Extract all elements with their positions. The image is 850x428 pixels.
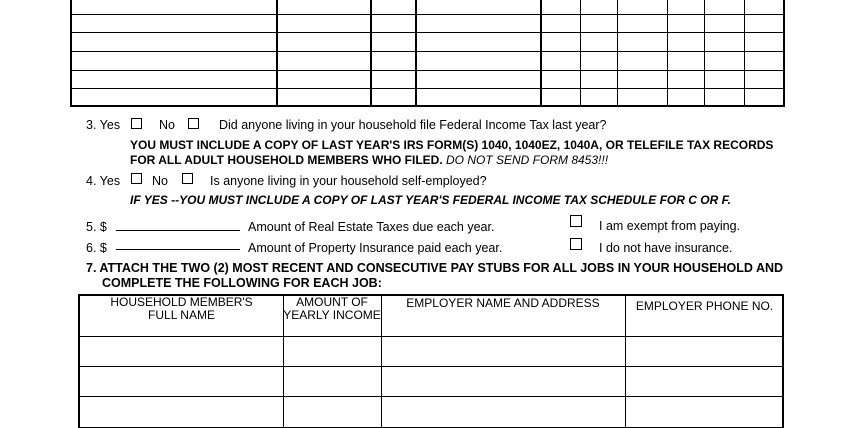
exempt-checkbox[interactable] <box>570 215 582 227</box>
real-estate-tax-input[interactable] <box>116 230 240 231</box>
table-col-divider <box>370 0 372 105</box>
jobs-table <box>78 294 784 428</box>
q5-label: Amount of Real Estate Taxes due each year. <box>248 220 495 234</box>
q3-yes-label: 3. Yes <box>86 118 121 132</box>
col-header-employer-phone <box>625 300 784 313</box>
table-row-divider <box>72 51 783 52</box>
table-row-divider <box>80 396 782 397</box>
table-row-divider <box>80 366 782 367</box>
table-row-divider <box>72 70 783 71</box>
table-col-divider <box>381 296 382 428</box>
table-row-divider <box>80 336 782 337</box>
col-header-yearly-income <box>283 296 381 321</box>
q7-line2: COMPLETE THE FOLLOWING FOR EACH JOB: <box>102 276 382 290</box>
q6-number: 6. $ <box>86 241 107 255</box>
table-col-divider <box>415 0 417 105</box>
col-header-line: FULL NAME <box>148 307 215 322</box>
q3-instruction-line1: YOU MUST INCLUDE A COPY OF LAST YEAR'S IRS FORM(S) 1040, 1040EZ, 1040A, OR TELEFILE TAX RECORDS <box>130 138 774 152</box>
table-row-divider <box>72 32 783 33</box>
col-header-line: HOUSEHOLD MEMBER'S <box>110 295 253 309</box>
q4-instruction: IF YES --YOU MUST INCLUDE A COPY OF LAST YEAR'S FEDERAL INCOME TAX SCHEDULE FOR C OR F. <box>130 193 731 207</box>
table-col-divider <box>704 0 705 105</box>
table-col-divider <box>744 0 745 105</box>
col-header-line: YEARLY INCOME <box>283 307 381 322</box>
exempt-label: I am exempt from paying. <box>599 219 741 233</box>
table-col-divider <box>617 0 618 105</box>
q7-line1: 7. ATTACH THE TWO (2) MOST RECENT AND CONSECUTIVE PAY STUBS FOR ALL JOBS IN YOUR HOUSEHOLD AND <box>86 261 784 275</box>
q6-label: Amount of Property Insurance paid each year. <box>248 241 503 255</box>
table-col-divider <box>540 0 542 105</box>
q4-no-label: No <box>152 174 168 188</box>
table-row-divider <box>72 88 783 89</box>
q3-instruction-bold: FOR ALL ADULT HOUSEHOLD MEMBERS WHO FILED. <box>130 153 443 167</box>
col-header-line: EMPLOYER PHONE NO. <box>635 299 774 313</box>
q3-yes-checkbox[interactable] <box>131 118 142 129</box>
table-col-divider <box>625 296 626 428</box>
q4-question: Is anyone living in your household self-employed? <box>210 174 487 188</box>
col-header-employer-name-address <box>381 297 625 310</box>
q4-no-checkbox[interactable] <box>182 173 193 184</box>
col-header-line: AMOUNT OF <box>296 295 368 309</box>
table-col-divider <box>580 0 581 105</box>
table-col-divider <box>667 0 668 105</box>
q4-yes-checkbox[interactable] <box>131 173 142 184</box>
q3-question: Did anyone living in your household file Federal Income Tax last year? <box>219 118 607 132</box>
q3-instruction-line2 <box>130 153 608 167</box>
q5-number: 5. $ <box>86 220 107 234</box>
q3-no-label: No <box>159 118 175 132</box>
no-insurance-label: I do not have insurance. <box>599 241 733 255</box>
col-header-member-name <box>80 296 283 321</box>
table-row-divider <box>72 14 783 15</box>
property-insurance-input[interactable] <box>116 249 240 250</box>
q3-no-checkbox[interactable] <box>188 118 199 129</box>
table-col-divider <box>276 0 278 105</box>
q4-yes-label: 4. Yes <box>86 174 121 188</box>
col-header-line: EMPLOYER NAME AND ADDRESS <box>406 296 600 310</box>
q3-instruction-italic: DO NOT SEND FORM 8453!!! <box>446 153 609 167</box>
household-members-table <box>70 0 785 107</box>
no-insurance-checkbox[interactable] <box>570 238 582 250</box>
